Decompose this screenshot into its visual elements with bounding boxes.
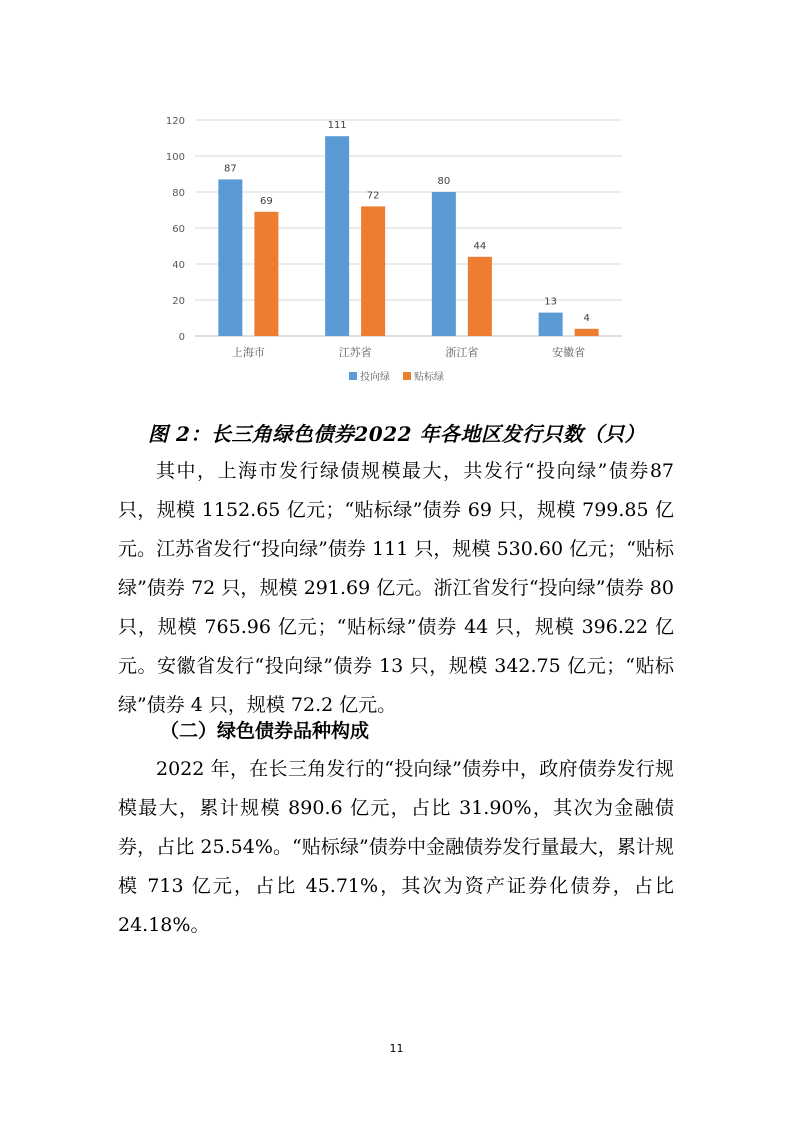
paragraph-1: 其中，上海市发行绿债规模最大，共发行“投向绿”债券87只，规模 1152.65 亿元；“贴标绿”债券 69 只，规模 799.85 亿元。江苏省发行“投向绿”债券 111 只，规模 530.60 亿元；“贴标绿”债券 72 只，规模 291.69 亿元。浙江省发行“投向绿”债券 80只，规模 765.96 亿元；“贴标绿”债券 44 只，规模 396.22 亿元。安徽省发行“投向绿”债券 13 只，规模 342.75 亿元；“贴标绿”债券 4 只，规模 72.2 亿元。 bbox=[118, 460, 674, 716]
y-tick-label: 120 bbox=[165, 116, 185, 127]
chart-data-labels bbox=[224, 120, 590, 324]
data-label: 4 bbox=[583, 312, 590, 324]
data-label: 111 bbox=[327, 120, 347, 132]
y-tick-label: 60 bbox=[172, 224, 185, 235]
bar bbox=[361, 206, 385, 336]
legend-label: 投向绿 bbox=[360, 372, 390, 383]
legend-swatch bbox=[403, 372, 411, 380]
page-number: 11 bbox=[389, 1042, 404, 1055]
legend-label: 贴标绿 bbox=[414, 372, 444, 383]
section-subheading: （二）绿色债券品种构成 bbox=[160, 720, 370, 742]
y-axis-tick-labels bbox=[166, 116, 185, 343]
x-tick-label: 浙江省 bbox=[445, 346, 479, 359]
y-tick-label: 100 bbox=[165, 152, 185, 163]
paragraph-2: 2022 年，在长三角发行的“投向绿”债券中，政府债券发行规模最大，累计规模 890.6 亿元，占比 31.90%，其次为金融债券，占比 25.54%。“贴标绿”债券中金融债券发行量最大，累计规模 713 亿元，占比 45.71%，其次为资产证券化债券，占比24.18%。 bbox=[118, 758, 674, 936]
data-label: 80 bbox=[437, 176, 451, 187]
x-axis-tick-labels bbox=[232, 345, 585, 359]
data-label: 13 bbox=[544, 296, 557, 308]
bar-chart bbox=[150, 100, 640, 400]
paragraph-region-distribution bbox=[118, 452, 674, 725]
x-tick-label: 江苏省 bbox=[338, 346, 372, 359]
bar bbox=[218, 179, 242, 336]
chart-bars bbox=[218, 136, 598, 336]
data-label: 87 bbox=[224, 163, 237, 175]
data-label: 44 bbox=[473, 240, 487, 252]
bar bbox=[539, 313, 563, 336]
y-tick-label: 0 bbox=[178, 332, 185, 343]
bar bbox=[468, 257, 492, 336]
data-label: 69 bbox=[260, 195, 273, 207]
legend-swatch bbox=[349, 372, 357, 380]
x-tick-label: 上海市 bbox=[231, 346, 265, 359]
x-tick-label: 安徽省 bbox=[552, 346, 586, 359]
data-label: 72 bbox=[366, 190, 380, 202]
y-tick-label: 20 bbox=[172, 296, 185, 307]
y-tick-label: 80 bbox=[172, 188, 185, 199]
bar bbox=[254, 212, 278, 336]
chart-legend bbox=[349, 370, 444, 383]
bar bbox=[575, 329, 599, 336]
bar bbox=[432, 192, 456, 336]
paragraph-bond-types bbox=[118, 750, 674, 945]
y-tick-label: 40 bbox=[172, 260, 185, 271]
bar bbox=[325, 136, 349, 336]
figure-caption: 图 2：长三角绿色债券2022 年各地区发行只数（只） bbox=[147, 422, 645, 446]
